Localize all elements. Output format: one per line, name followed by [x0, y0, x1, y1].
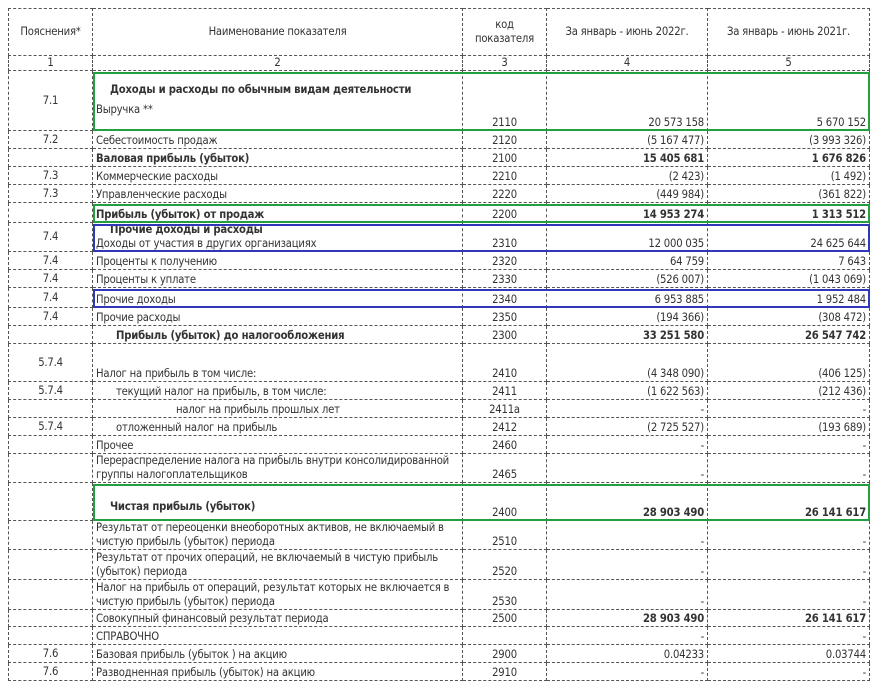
table-row [9, 521, 870, 550]
value-2021-cell: (361 822) [708, 185, 870, 203]
code-cell [463, 627, 547, 645]
value-2022-cell: - [547, 436, 708, 454]
note-cell: 7.3 [9, 185, 93, 203]
value-2022-cell: 28 903 490 [547, 483, 708, 521]
indicator-name-cell [93, 436, 463, 454]
header-indicator-name: Наименование показателя [93, 9, 463, 56]
table-row [9, 71, 870, 131]
indicator-name-cell [93, 580, 463, 610]
value-2021-cell: 1 313 512 [708, 203, 870, 223]
table-row [9, 167, 870, 185]
value-2022-cell: 6 953 885 [547, 288, 708, 308]
section-heading: Доходы и расходы по обычным видам деятельности [110, 83, 412, 96]
value-2021-cell: 1 952 484 [708, 288, 870, 308]
table-row [9, 454, 870, 483]
table-row [9, 270, 870, 288]
indicator-name-cell [93, 308, 463, 326]
indicator-name: Результат от прочих операций, не включаемый в чистую прибыль (убыток) периода [96, 551, 438, 578]
code-cell: 2200 [463, 203, 547, 223]
value-2021-cell: - [708, 627, 870, 645]
table-row [9, 580, 870, 610]
code-cell: 2400 [463, 483, 547, 521]
value-2022-cell: - [547, 663, 708, 681]
value-2022-cell: (194 366) [547, 308, 708, 326]
value-2021-cell: 24 625 644 [708, 223, 870, 252]
note-cell [9, 454, 93, 483]
value-2021-cell: (1 043 069) [708, 270, 870, 288]
value-2021-cell: - [708, 663, 870, 681]
code-cell: 2120 [463, 131, 547, 149]
indicator-name-cell [93, 131, 463, 149]
value-2022-cell: (526 007) [547, 270, 708, 288]
value-2021-cell: (193 689) [708, 418, 870, 436]
column-number: 1 [9, 56, 93, 71]
value-2022-cell: 20 573 158 [547, 71, 708, 131]
table-row [9, 550, 870, 580]
value-2022-cell: 64 759 [547, 252, 708, 270]
note-cell: 7.2 [9, 131, 93, 149]
note-cell: 7.6 [9, 663, 93, 681]
indicator-name-cell [93, 223, 463, 252]
indicator-name-cell [93, 418, 463, 436]
value-2021-cell: - [708, 521, 870, 550]
indicator-name: Разводненная прибыль (убыток) на акцию [96, 666, 315, 679]
value-2021-cell: (308 472) [708, 308, 870, 326]
indicator-name-cell [93, 483, 463, 521]
column-number: 4 [547, 56, 708, 71]
table-row [9, 326, 870, 344]
code-cell: 2411a [463, 400, 547, 418]
table-row [9, 627, 870, 645]
table-row [9, 436, 870, 454]
indicator-name: Базовая прибыль (убыток ) на акцию [96, 648, 287, 661]
value-2022-cell: (1 622 563) [547, 382, 708, 400]
note-cell: 7.4 [9, 308, 93, 326]
indicator-name: Прочие доходы [96, 293, 176, 306]
value-2021-cell: (1 492) [708, 167, 870, 185]
note-cell: 5.7.4 [9, 344, 93, 382]
code-cell: 2411 [463, 382, 547, 400]
value-2021-cell: (212 436) [708, 382, 870, 400]
indicator-name: текущий налог на прибыль, в том числе: [116, 385, 327, 398]
indicator-name-cell [93, 149, 463, 167]
value-2021-cell: 7 643 [708, 252, 870, 270]
value-2021-cell: (3 993 326) [708, 131, 870, 149]
table-row [9, 203, 870, 223]
code-cell: 2350 [463, 308, 547, 326]
table-row [9, 185, 870, 203]
indicator-name: отложенный налог на прибыль [116, 421, 278, 434]
code-cell: 2110 [463, 71, 547, 131]
indicator-name-cell [93, 167, 463, 185]
code-cell: 2510 [463, 521, 547, 550]
note-cell [9, 550, 93, 580]
header-2022: За январь - июнь 2022г. [547, 9, 708, 56]
indicator-name: Налог на прибыль от операций, результат которых не включается в чистую прибыль (убыток) периода [96, 581, 450, 608]
table-row [9, 149, 870, 167]
indicator-name-cell [93, 203, 463, 223]
table-row [9, 344, 870, 382]
value-2021-cell: (406 125) [708, 344, 870, 382]
value-2022-cell: - [547, 521, 708, 550]
indicator-name-cell [93, 550, 463, 580]
note-cell: 5.7.4 [9, 418, 93, 436]
value-2021-cell: - [708, 454, 870, 483]
indicator-name: Совокупный финансовый результат периода [96, 612, 329, 625]
note-cell: 7.4 [9, 288, 93, 308]
indicator-name-cell [93, 252, 463, 270]
section-heading: Прочие доходы и расходы [110, 223, 263, 236]
value-2022-cell: 12 000 035 [547, 223, 708, 252]
value-2021-cell: - [708, 550, 870, 580]
indicator-name-cell [93, 71, 463, 131]
value-2022-cell: (449 984) [547, 185, 708, 203]
indicator-name-cell [93, 627, 463, 645]
code-cell: 2500 [463, 610, 547, 627]
indicator-name-cell [93, 288, 463, 308]
indicator-name: Перераспределение налога на прибыль внутри консолидированной группы налогоплательщиков [96, 454, 450, 481]
header-code: код показателя [463, 9, 547, 56]
column-number: 5 [708, 56, 870, 71]
column-number-row [9, 56, 870, 71]
value-2021-cell: - [708, 580, 870, 610]
note-cell [9, 400, 93, 418]
indicator-name: Себестоимость продаж [96, 134, 218, 147]
note-cell: 7.4 [9, 223, 93, 252]
code-cell: 2100 [463, 149, 547, 167]
value-2022-cell: 15 405 681 [547, 149, 708, 167]
table-row [9, 400, 870, 418]
indicator-name: Проценты к получению [96, 255, 217, 268]
indicator-name-cell [93, 521, 463, 550]
note-cell [9, 436, 93, 454]
note-cell [9, 149, 93, 167]
table-row [9, 288, 870, 308]
table-row [9, 610, 870, 627]
value-2022-cell: (2 725 527) [547, 418, 708, 436]
note-cell [9, 627, 93, 645]
value-2022-cell: 28 903 490 [547, 610, 708, 627]
table-row [9, 418, 870, 436]
value-2022-cell: 14 953 274 [547, 203, 708, 223]
code-cell: 2530 [463, 580, 547, 610]
note-cell [9, 483, 93, 521]
table-row [9, 223, 870, 252]
indicator-name-cell [93, 382, 463, 400]
indicator-name: налог на прибыль прошлых лет [176, 403, 340, 416]
header-notes: Пояснения* [9, 9, 93, 56]
code-cell: 2310 [463, 223, 547, 252]
code-cell: 2520 [463, 550, 547, 580]
indicator-name-cell [93, 344, 463, 382]
indicator-name: Налог на прибыль в том числе: [96, 367, 257, 380]
value-2021-cell: 1 676 826 [708, 149, 870, 167]
code-cell: 2340 [463, 288, 547, 308]
code-cell: 2412 [463, 418, 547, 436]
value-2022-cell: - [547, 627, 708, 645]
value-2022-cell: (5 167 477) [547, 131, 708, 149]
header-2021: За январь - июнь 2021г. [708, 9, 870, 56]
value-2022-cell: 0.04233 [547, 645, 708, 663]
table-row [9, 252, 870, 270]
column-number: 3 [463, 56, 547, 71]
indicator-name: Выручка ** [96, 103, 153, 116]
value-2022-cell: 33 251 580 [547, 326, 708, 344]
code-cell: 2460 [463, 436, 547, 454]
note-cell: 7.3 [9, 167, 93, 185]
value-2022-cell: - [547, 580, 708, 610]
table-row [9, 382, 870, 400]
value-2022-cell: - [547, 400, 708, 418]
note-cell: 7.4 [9, 270, 93, 288]
indicator-name: Коммерческие расходы [96, 170, 218, 183]
value-2022-cell: (4 348 090) [547, 344, 708, 382]
indicator-name-cell [93, 454, 463, 483]
code-cell: 2910 [463, 663, 547, 681]
indicator-name: Проценты к уплате [96, 273, 196, 286]
value-2021-cell: 26 547 742 [708, 326, 870, 344]
code-cell: 2900 [463, 645, 547, 663]
indicator-name: Валовая прибыль (убыток) [96, 152, 250, 165]
indicator-name-cell [93, 270, 463, 288]
indicator-name: Прочее [96, 439, 134, 452]
note-cell [9, 580, 93, 610]
note-cell: 5.7.4 [9, 382, 93, 400]
indicator-name-cell [93, 326, 463, 344]
indicator-name: Результат от переоценки внеоборотных активов, не включаемый в чистую прибыль (убыток) периода [96, 521, 444, 548]
note-cell [9, 203, 93, 223]
indicator-name-cell [93, 400, 463, 418]
table-row [9, 645, 870, 663]
value-2022-cell: - [547, 454, 708, 483]
value-2021-cell: 26 141 617 [708, 483, 870, 521]
section-heading: Чистая прибыль (убыток) [110, 500, 256, 513]
value-2021-cell: 5 670 152 [708, 71, 870, 131]
code-cell: 2410 [463, 344, 547, 382]
indicator-name: Прибыль (убыток) от продаж [96, 208, 265, 221]
indicator-name-cell [93, 185, 463, 203]
value-2021-cell: - [708, 436, 870, 454]
indicator-name: Управленческие расходы [96, 188, 227, 201]
value-2022-cell: (2 423) [547, 167, 708, 185]
indicator-name: Прочие расходы [96, 311, 181, 324]
note-cell: 7.4 [9, 252, 93, 270]
code-cell: 2465 [463, 454, 547, 483]
note-cell: 7.1 [9, 71, 93, 131]
financial-results-table [8, 8, 870, 681]
code-cell: 2300 [463, 326, 547, 344]
indicator-name: СПРАВОЧНО [96, 630, 159, 643]
value-2022-cell: - [547, 550, 708, 580]
note-cell [9, 610, 93, 627]
value-2021-cell: - [708, 400, 870, 418]
table-row [9, 308, 870, 326]
note-cell [9, 521, 93, 550]
indicator-name: Доходы от участия в других организациях [96, 237, 317, 250]
code-cell: 2330 [463, 270, 547, 288]
value-2021-cell: 26 141 617 [708, 610, 870, 627]
indicator-name: Прибыль (убыток) до налогообложения [116, 329, 345, 342]
note-cell [9, 326, 93, 344]
code-cell: 2320 [463, 252, 547, 270]
column-number: 2 [93, 56, 463, 71]
value-2021-cell: 0.03744 [708, 645, 870, 663]
table-row [9, 483, 870, 521]
header-row [9, 9, 870, 56]
indicator-name-cell [93, 610, 463, 627]
table-row [9, 131, 870, 149]
indicator-name-cell [93, 663, 463, 681]
code-cell: 2210 [463, 167, 547, 185]
code-cell: 2220 [463, 185, 547, 203]
indicator-name-cell [93, 645, 463, 663]
table-row [9, 663, 870, 681]
note-cell: 7.6 [9, 645, 93, 663]
